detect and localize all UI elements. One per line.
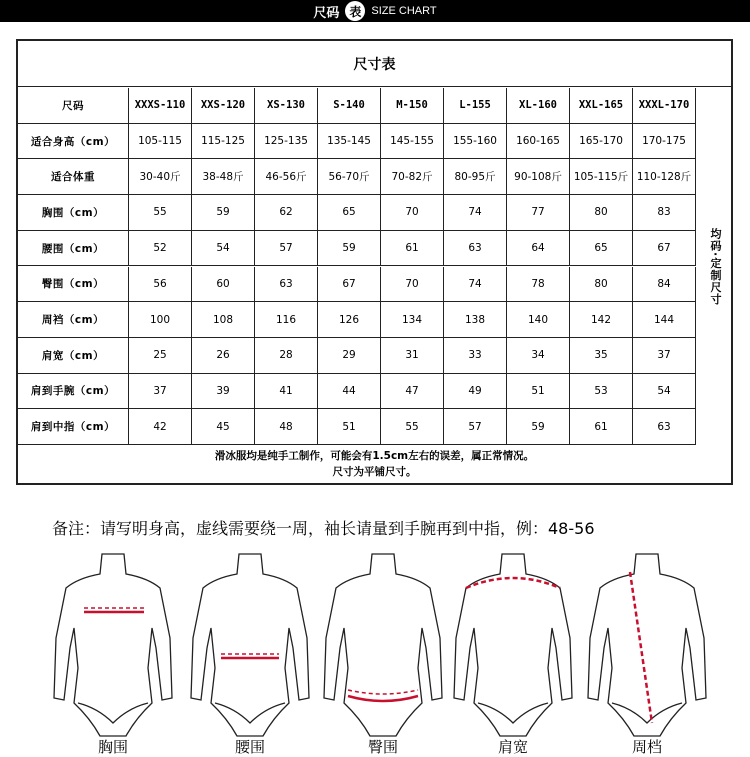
size-header-cell: L-155 [444, 88, 507, 124]
table-cell: 61 [381, 231, 444, 267]
size-chart-table [16, 39, 733, 485]
table-cell: 45 [192, 409, 255, 445]
table-cell: 31 [381, 338, 444, 374]
figure-waist-label: 腰围 [234, 738, 265, 756]
table-row [18, 338, 696, 374]
table-cell: 105-115斤 [570, 159, 633, 195]
bodysuit-chest-icon [48, 548, 178, 748]
footnote-line-1: 滑冰服均是纯手工制作，可能会有1.5cm左右的误差，属正常情况。 [214, 450, 535, 462]
size-header-cell: XXXS-110 [129, 88, 192, 124]
header-title-en: SIZE CHART [371, 5, 437, 17]
table-cell: 142 [570, 302, 633, 338]
table-row [18, 409, 696, 445]
row-label: 胸围（cm） [18, 195, 129, 231]
table-cell: 54 [633, 374, 696, 410]
table-cell: 70 [381, 195, 444, 231]
table-cell: 63 [633, 409, 696, 445]
size-header-cell: XS-130 [255, 88, 318, 124]
table-cell: 61 [570, 409, 633, 445]
table-cell: 56 [129, 267, 192, 303]
table-cell: 51 [507, 374, 570, 410]
table-cell: 51 [318, 409, 381, 445]
table-cell: 49 [444, 374, 507, 410]
table-cell: 80 [570, 267, 633, 303]
table-row [18, 195, 696, 231]
table-cell: 48 [255, 409, 318, 445]
table-cell: 47 [381, 374, 444, 410]
figure-chest-label: 胸围 [97, 738, 128, 756]
table-row [18, 88, 696, 124]
table-cell: 55 [129, 195, 192, 231]
figure-hip-label: 臀围 [367, 738, 398, 756]
table-row [18, 124, 696, 160]
figure-crotch-label: 周档 [631, 738, 662, 756]
table-cell: 77 [507, 195, 570, 231]
row-label: 肩宽（cm） [18, 338, 129, 374]
table-cell: 55 [381, 409, 444, 445]
table-cell: 30-40斤 [129, 159, 192, 195]
table-cell: 26 [192, 338, 255, 374]
table-cell: 60 [192, 267, 255, 303]
side-note-text: 均码·定制尺寸 [709, 227, 722, 306]
table-cell: 57 [255, 231, 318, 267]
table-row [18, 231, 696, 267]
table-cell: 65 [570, 231, 633, 267]
table-cell: 59 [192, 195, 255, 231]
bodysuit-shoulder-icon [448, 548, 578, 748]
bodysuit-hip-icon [318, 548, 448, 748]
table-cell: 80-95斤 [444, 159, 507, 195]
table-cell: 46-56斤 [255, 159, 318, 195]
table-cell: 115-125 [192, 124, 255, 160]
table-cell: 52 [129, 231, 192, 267]
side-note [699, 88, 731, 445]
table-cell: 160-165 [507, 124, 570, 160]
row-label: 周裆（cm） [18, 302, 129, 338]
table-row [18, 267, 696, 303]
table-cell: 33 [444, 338, 507, 374]
table-cell: 25 [129, 338, 192, 374]
table-cell: 84 [633, 267, 696, 303]
row-label: 适合身高（cm） [18, 124, 129, 160]
table-cell: 34 [507, 338, 570, 374]
table-cell: 44 [318, 374, 381, 410]
table-cell: 100 [129, 302, 192, 338]
table-cell: 140 [507, 302, 570, 338]
table-cell: 63 [255, 267, 318, 303]
crotch-measure-line [630, 572, 652, 723]
table-cell: 145-155 [381, 124, 444, 160]
header-title-cn: 尺码 [313, 5, 340, 21]
table-cell: 53 [570, 374, 633, 410]
table-cell: 138 [444, 302, 507, 338]
table-cell: 108 [192, 302, 255, 338]
table-cell: 39 [192, 374, 255, 410]
table-cell: 54 [192, 231, 255, 267]
table-cell: 42 [129, 409, 192, 445]
table-row [18, 302, 696, 338]
table-title: 尺寸表 [18, 41, 731, 87]
header-title-badge: 表 [345, 1, 365, 21]
table-cell: 165-170 [570, 124, 633, 160]
hip-measure-line [348, 696, 418, 701]
table-cell: 35 [570, 338, 633, 374]
table-cell: 155-160 [444, 124, 507, 160]
table-cell: 70-82斤 [381, 159, 444, 195]
table-footnote [18, 445, 731, 483]
table-cell: 144 [633, 302, 696, 338]
table-row [18, 374, 696, 410]
table-cell: 28 [255, 338, 318, 374]
table-cell: 126 [318, 302, 381, 338]
table-cell: 29 [318, 338, 381, 374]
table-cell: 62 [255, 195, 318, 231]
table-cell: 63 [444, 231, 507, 267]
bodysuit-crotch-icon [582, 548, 712, 748]
table-cell: 70 [381, 267, 444, 303]
row-label: 肩到中指（cm） [18, 409, 129, 445]
table-cell: 125-135 [255, 124, 318, 160]
table-cell: 105-115 [129, 124, 192, 160]
figure-shoulder-label: 肩宽 [497, 738, 528, 756]
table-cell: 78 [507, 267, 570, 303]
figure-crotch [582, 548, 712, 756]
table-row [18, 159, 696, 195]
figure-shoulder [448, 548, 578, 756]
row-label: 肩到手腕（cm） [18, 374, 129, 410]
table-cell: 74 [444, 267, 507, 303]
size-header-cell: M-150 [381, 88, 444, 124]
table-cell: 64 [507, 231, 570, 267]
table-cell: 170-175 [633, 124, 696, 160]
table-cell: 116 [255, 302, 318, 338]
table-cell: 74 [444, 195, 507, 231]
table-cell: 90-108斤 [507, 159, 570, 195]
row-label: 腰围（cm） [18, 231, 129, 267]
table-cell: 67 [318, 267, 381, 303]
table-cell: 59 [318, 231, 381, 267]
bodysuit-waist-icon [185, 548, 315, 748]
figure-chest [48, 548, 178, 756]
figure-waist [185, 548, 315, 756]
table-cell: 80 [570, 195, 633, 231]
row-label: 臀围（cm） [18, 267, 129, 303]
row-label: 尺码 [18, 88, 129, 124]
size-header-cell: XXS-120 [192, 88, 255, 124]
table-cell: 67 [633, 231, 696, 267]
row-label: 适合体重 [18, 159, 129, 195]
footnote-line-2: 尺寸为平铺尺寸。 [332, 466, 417, 478]
size-header-cell: S-140 [318, 88, 381, 124]
table-cell: 38-48斤 [192, 159, 255, 195]
figure-hip [318, 548, 448, 756]
table-cell: 41 [255, 374, 318, 410]
remark-text: 备注：请写明身高，虚线需要绕一周，袖长请量到手腕再到中指，例：48-56 [52, 519, 595, 538]
table-cell: 56-70斤 [318, 159, 381, 195]
size-header-cell: XL-160 [507, 88, 570, 124]
table-cell: 59 [507, 409, 570, 445]
table-cell: 110-128斤 [633, 159, 696, 195]
table-cell: 83 [633, 195, 696, 231]
header-title [0, 0, 750, 22]
header-bar [0, 0, 750, 22]
table-cell: 134 [381, 302, 444, 338]
size-header-cell: XXXL-170 [633, 88, 696, 124]
table-cell: 37 [129, 374, 192, 410]
table-cell: 37 [633, 338, 696, 374]
table-cell: 57 [444, 409, 507, 445]
size-header-cell: XXL-165 [570, 88, 633, 124]
table-cell: 135-145 [318, 124, 381, 160]
table-cell: 65 [318, 195, 381, 231]
